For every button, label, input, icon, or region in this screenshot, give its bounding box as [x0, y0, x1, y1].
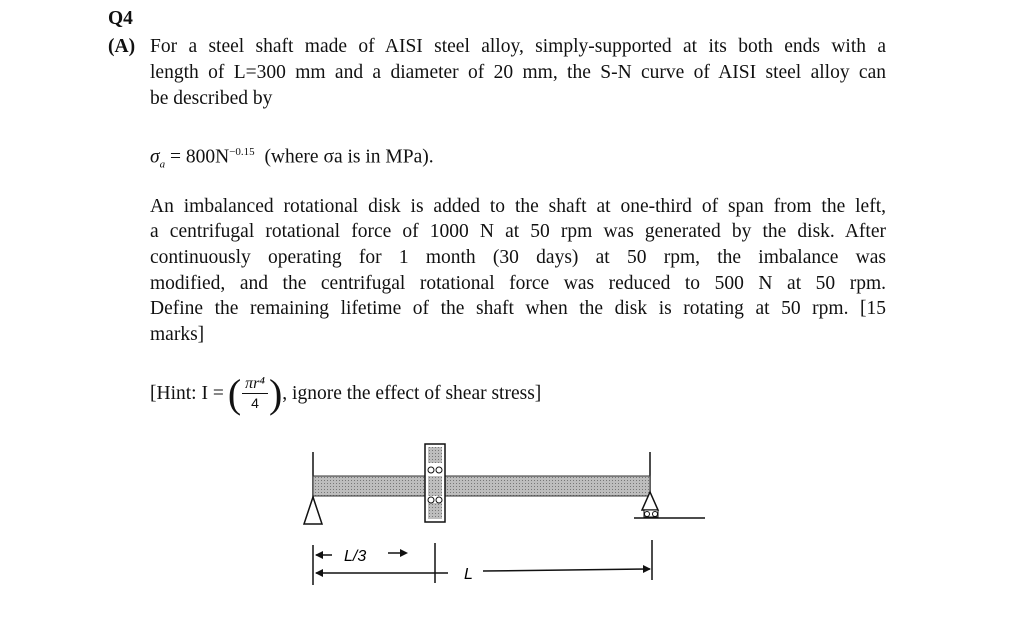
- hint-numerator: πr⁴: [242, 375, 268, 394]
- formula-exponent: −0.15: [229, 146, 255, 158]
- intro-line-2: length of L=300 mm and a diameter of 20 mm, the S-N curve of AISI steel alloy can: [150, 62, 886, 83]
- paragraph-line-3: continuously operating for 1 month (30 days) at 50 rpm, the imbalance was: [150, 247, 886, 268]
- formula-rhs: = 800N: [170, 146, 230, 168]
- part-label: (A): [108, 36, 136, 57]
- formula-sigma: σ: [150, 146, 160, 168]
- label-full-span: L: [464, 566, 473, 583]
- hint-prefix: [Hint: I =: [150, 382, 224, 404]
- shaft: [313, 476, 650, 496]
- paragraph-line-5: Define the remaining lifetime of the shaft when the disk is rotating at 50 rpm. [15: [150, 298, 886, 319]
- paren-left: (: [227, 371, 242, 416]
- label-third-span: L/3: [344, 548, 367, 565]
- paren-right: ): [268, 371, 283, 416]
- formula-sub: a: [159, 158, 166, 171]
- pin-support: [304, 497, 322, 524]
- paragraph-line-6: marks]: [150, 324, 205, 345]
- paragraph-line-2: a centrifugal rotational force of 1000 N at 50 rpm was generated by the disk. After: [150, 221, 886, 242]
- disk: [425, 444, 445, 522]
- hint-suffix: , ignore the effect of shear stress]: [282, 382, 542, 404]
- intro-line-3: be described by: [150, 88, 273, 109]
- paragraph-line-4: modified, and the centrifugal rotational force was reduced to 500 N at 50 rpm.: [150, 273, 886, 294]
- question-number: Q4: [108, 8, 133, 29]
- paragraph-line-1: An imbalanced rotational disk is added to the shaft at one-third of span from the left,: [150, 196, 886, 217]
- intro-line-1: For a steel shaft made of AISI steel alloy, simply-supported at its both ends with a: [150, 36, 886, 57]
- hint-denominator: 4: [251, 395, 259, 411]
- formula-note: (where σa is in MPa).: [264, 146, 434, 168]
